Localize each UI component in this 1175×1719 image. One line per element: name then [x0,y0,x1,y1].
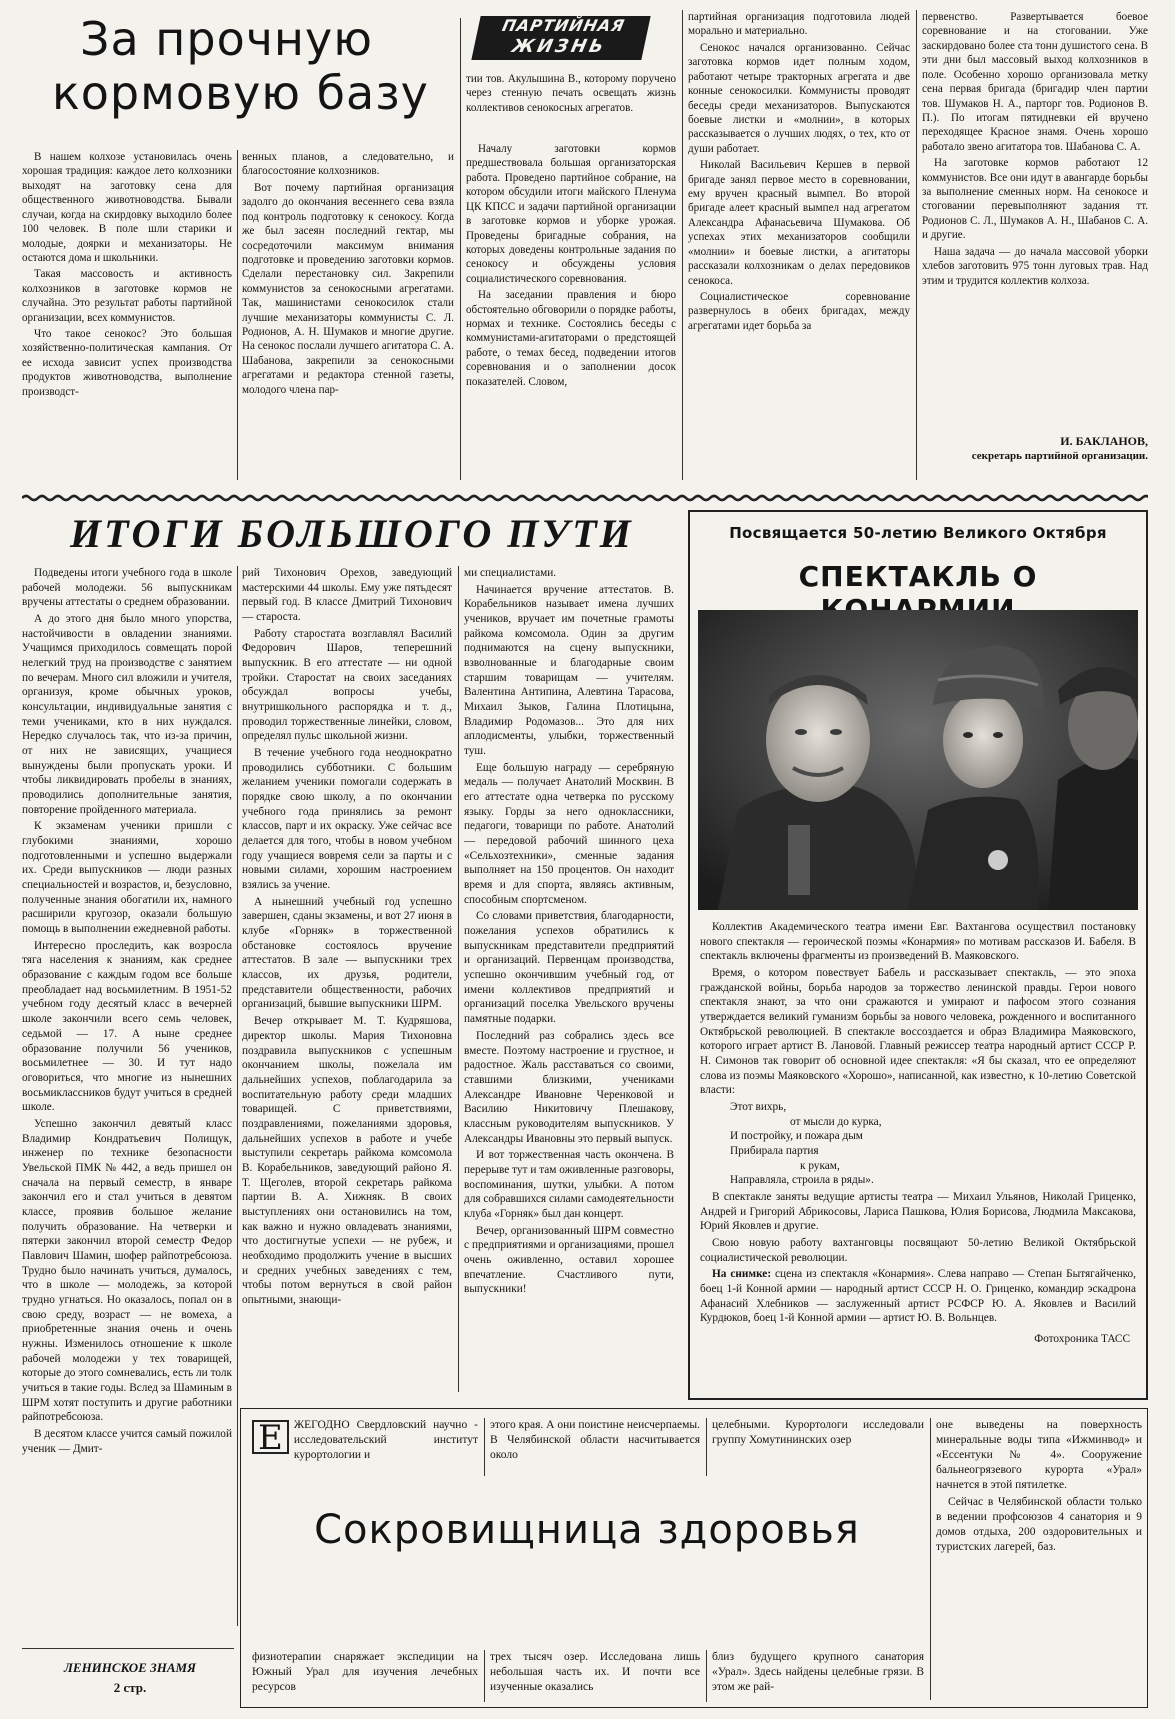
paragraph: Сенокос начался организованно. Сейчас заготовка кормов идет полным ходом, работают четыре тракторных агрегата и две конные сенокосилки. Коммунисты проводят беседы среди механизаторов. Выпускаются боевые листки и «молнии», в которых рассказывается о лучших людях, о тех, кто от души работает. [688,41,910,155]
article4-col1-bottom [252,1650,478,1704]
article2-title: ИТОГИ БОЛЬШОГО ПУТИ [70,511,634,556]
column-divider [237,150,238,480]
paragraph: Успешно закончил девятый класс Владимир Кондратьевич Полищук, инженер по технике безопасности Увельской ПМК № 442, а ведь пришел он сначала на первый семестр, в январе закончил его и стал учиться в девятом классе, проявив большое желание получить образование. На четверки и пятерки закончил второй семестр Федор Павлович Шамин, шофер райпотребсоюза. Трудно было начинать учиться, думалось, что в школе — молодежь, за которой трудно угнаться. Но оказалось, попал он в свою среду, возраст — не вомеха, а приобретенные знания очень и очень нужны. Изменилось отношение к школе рабочей молодежи у тех товарищей, которые до этого сомневались, есть ли толк учиться в такие годы. Вслед за Шаминым в ШРМ хотят поступить и другие работники райпотребсоюза. [22,1117,232,1424]
paragraph: Свою новую работу вахтанговцы посвящают 50-летию Великой Октябрьской социалистической революции. [700,1237,1136,1264]
article3-title: СПЕКТАКЛЬ О [798,560,1038,593]
article4-col3-top [712,1418,924,1478]
article4-col1-top [252,1418,478,1478]
paragraph: А нынешний учебный год успешно завершен, сданы экзамены, и вот 27 июня в клубе «Горняк» в торжественной обстановке состоялось вручение аттестатов. В зале — выпускники трех классов, их друзья, родители, представители общественности, рабочих организаций, бывшие выпускники ШРМ. [242,895,452,1011]
paragraph: На заседании правления и бюро обстоятельно обговорили о порядке работы, нормах и технике. Состоялись беседы с коммунистами-агитаторами о предстоящей работе, о темах бесед, подведении итогов соревнования и о заполнении досок показателей. Словом, [466,289,676,388]
article3-text [700,920,1136,1390]
paragraph: К экзаменам ученики пришли с глубокими знаниями, хорошо подготовленными и успешно выдержали их. Среди выпускников — люди разных специальностей и возрастов, и, безусловно, полученные знания обогатили их, намного расширили кругозор, оказали большую помощь в выполнении ежедневной работы. [22,820,232,936]
newspaper-name: ЛЕНИНСКОЕ ЗНАМЯ [63,1660,197,1675]
article4-col3-bottom [712,1650,924,1704]
paragraph: В спектакле заняты ведущие артисты театра — Михаил Ульянов, Николай Гриценко, Андрей и Григорий Абрикосовы, Лариса Пашкова, Юлия Борисова, Людмила Максакова, Юрий Яковлев и другие. [700,1191,1136,1233]
article1-signature-block [922,434,1148,463]
paragraph: целебными. Курортологи исследовали группу Хомутининских озер [712,1419,924,1446]
poem-line: Этот вихрь, [730,1101,787,1114]
article1-title-line1: За прочную [80,12,373,66]
column-divider [460,18,461,480]
author-name: И. БАКЛАНОВ, [1060,434,1148,448]
column-divider [484,1650,485,1702]
photo-caption [700,1267,1136,1326]
paragraph: Наша задача — до начала массовой уборки хлебов заготовить 975 тонн луговых трав. Над этим и трудится коллектив колхоза. [922,245,1148,287]
article1-col1 [22,150,232,486]
photo-illustration [698,610,1138,910]
logo-line2: ЖИЗНЬ [510,36,609,57]
article2-col1 [22,566,232,1636]
footer-rule [22,1648,234,1649]
paragraph: Работу старостата возглавлял Василий Федорович Шаров, теперешний выпускник. В его аттестате — ни одной тройки. Старостат на своих заседаниях обсуждал вопросы учебы, внутришкольного распорядка и т. д., проводил торжественные линейки, словом, определял пульс школьной жизни. [242,627,452,743]
poem-line: к рукам, [800,1159,840,1172]
article3-kicker: Посвящается 50-летию Великого Октября [729,524,1107,542]
article2-col2 [242,566,452,1398]
paragraph: Время, о котором повествует Бабель и рассказывает спектакль, — это эпоха гражданской войны, борьба народов за торжество ленинской правды. Герои нового спектакля знают, за что они сражаются и умирают и пафосом этого сознания утверждается великий гуманизм борьбы за нового человека, рожденного и воспитанного Октябрьской революцией. В спектакле воссоздается и образ Владимира Маяковского, которого играет артист В. Ланово́й. Главный режиссер театра народный артист СССР Р. Н. Симонов так говорит об основной идее спектакля: «Я бы сказал, что ее определяют слова из поэмы Маяковского «Хорошо», написанной, как известно, к 10-летию Советской власти: [700,967,1136,1097]
article4-col2-top [490,1418,700,1478]
paragraph: Подведены итоги учебного года в школе рабочей молодежи. 56 выпускникам вручены аттестаты о среднем образовании. [22,567,232,609]
article4-col2-bottom [490,1650,700,1704]
paragraph: Началу заготовки кормов предшествовала большая организаторская работа. Проведено партийное собрание, на котором обсудили итоги майского Пленума ЦК КПСС и задачи партийной организации в заготовке кормов и уборке урожая. Проведены бригадные собрания, на которых доведены контрольные задания по сенокосу и обсуждены условия социалистического соревнования. [466,143,676,285]
column-divider [682,10,683,480]
paragraph: оне выведены на поверхность минеральные воды типа «Ижминвод» и «Ессентуки № 4». Сооружение бальнеогрязевого курорта «Урал» начнется в этой пятилетке. [936,1419,1142,1491]
paragraph: близ будущего крупного санатория «Урал». Здесь найдены целебные грязи. В этом же рай- [712,1651,924,1693]
article1-col3 [466,142,676,486]
paragraph: партийная организация подготовила людей морально и материально. [688,11,910,38]
poem-line: от мысли до курка, [790,1115,882,1128]
paragraph: Вечер открывает М. Т. Кудряшова, директор школы. Мария Тихоновна поздравила выпускников с успешным окончанием школы, пожелала им дальнейших успехов, поблагодарила за воспитательную работу среди младших товарищей. С приветствиями, поздравлениями, пожеланиями здоровья, дальнейших успехов в работе и учебе выступили секретарь райкома комсомола В. Корабельников, заведующий районо Я. Т. Щеголев, второй секретарь райкома партии В. А. Хижняк. В своих выступлениях они остановились на том, как важно и нужно овладевать знаниями, что достигнутые успехи — не рубеж, и необходимо продолжить учение в высших и средних учебных заведениях с тем, чтобы потом вернуться в свой район опытными, знающи- [242,1015,452,1306]
paragraph: ЖЕГОДНО Свердловский научно - исследовательский институт курортологии и [293,1419,478,1461]
paragraph: Социалистическое соревнование развернулось в обеих бригадах, между агрегатами идет борьба за [688,291,910,332]
paragraph: Сейчас в Челябинской области только в ведении профсоюзов 4 санатория и 9 домов отдыха, 200 оздоровительных и туристских лагерей, баз. [936,1495,1142,1553]
paragraph: Вот почему партийная организация задолго до окончания весеннего сева взяла под контроль подготовку к сенокосу. Когда же был засеян последний гектар, мы сосредоточили максимум внимания подготовке и проведению заготовки кормов. Сделали перестановку сил. Закрепили коммунистов за сенокосными агрегатами. Так, машинистами сенокосилок стали лучшие механизаторы коммунисты С. Л. Родионов, А. Н. Шумаков и многие другие. На сенокос послали лучшего агитатора С. А. Шабанова, закрепили за сенокосными агрегатами и редактора стенной газеты, молодого члена пар- [242,181,454,396]
paragraph: В нашем колхозе установилась очень хорошая традиция: каждое лето колхозники выходят на заготовку сена для общественного животноводства. Бывали случаи, когда на скирдовку выходило более 100 человек. В поле шли старики и молодые, доярки и механизаторы. Не остаются дома и школьники. [22,151,232,264]
section-divider [22,494,1148,502]
paragraph: На заготовке кормов работают 12 коммунистов. Все они идут в авангарде борьбы за выполнение сменных норм. На сенокосе и стоговании перевыполняют задания тт. Родионов С. Л., Шумаков А. Н., Шабанов С. А. и другие. [922,157,1148,242]
paragraph: Еще большую награду — серебряную медаль — получает Анатолий Москвин. В его аттестате одна четверка по русскому языку. Горды за него одноклассники, педагоги, товарищи по работе. Анатолий — передовой рабочий шинного цеха «Сельхозтехники», сменные задания выполняет на 150 процентов. Он находит время и для спорта, являясь активным, способным спортсменом. [464,761,674,906]
paragraph: Начинается вручение аттестатов. В. Корабельников называет имена лучших учеников, вручает им почетные грамоты райкома комсомола. Один за другим поднимаются на сцену выпускники, взволнованные и благодарные своим старшим товарищам — учителям. Валентина Антипина, Алевтина Тарасова, Михаил Зыков, Галина Плотицына, Владимир Родомазов... Это для них аплодисменты, улыбки, торжественный туш. [464,583,674,758]
article1-col2 [242,150,454,486]
poem [700,1100,1136,1188]
paragraph: венных планов, а следовательно, и благосостояние колхозников. [242,151,454,178]
poem-line: Направляла, строила в ряды». [730,1174,874,1187]
column-divider [916,10,917,480]
author-role: секретарь партийной организации. [971,450,1148,462]
poem-line: И постройку, и пожара дым [730,1130,863,1143]
column-divider [706,1418,707,1476]
paragraph: ми специалистами. [464,567,557,579]
paragraph: Такая массовость и активность колхозников в заготовке кормов не случайна. Это результат работы партийной организации, всех коммунистов. [22,268,232,324]
page-number: 2 стр. [113,1680,147,1695]
article4-title: Сокровищница здоровья [314,1507,860,1553]
article1-col3-top [466,72,676,142]
column-divider [237,566,238,1626]
paragraph: Николай Васильевич Кершев в первой бригаде занял первое место в соревновании, ему вручен красный вымпел. Во второй бригаде алеет красный вымпел над агрегатом Александра Афанасьевича Шумакова. Об успехах этих механизаторов сообщили «молнии» и боевые листки, а агитаторы рассказали колхозникам о делах передовиков сенокоса. [688,159,910,287]
column-divider [484,1418,485,1476]
paragraph: физиотерапии снаряжает экспедиции на Южный Урал для изучения лечебных ресурсов [252,1651,478,1693]
article2-col3 [464,566,674,1398]
paragraph: Последний раз собрались здесь все вместе. Поэтому настроение и грустное, и радостное. Жаль расставаться со своими, ставшими близкими, учениками Александре Ивановне Черенковой и Василию Никитовичу Плешакову, классным руководителям выпускников. У Александры Ивановны это первый выпуск. [464,1029,674,1145]
column-divider [706,1650,707,1702]
logo-line1: ПАРТИЙНАЯ [500,16,627,35]
paragraph: И вот торжественная часть окончена. В перерыве тут и там оживленные разговоры, воспоминания, шутки, улыбки. А потом для собравшихся силами самодеятельности клуба «Горняк» был дан концерт. [464,1149,674,1220]
article1-title [52,14,452,118]
article1-col5 [922,10,1148,430]
article4-col4 [936,1418,1142,1702]
paragraph: Что такое сенокос? Это большая хозяйственно-политическая кампания. От ее исхода зависит успех производства продуктов животноводства, выполнение производст- [22,328,232,398]
paragraph: первенство. Развертывается боевое соревнование и на стоговании. Уже заскирдовано более ста тонн душистого сена. В эти дни был массовый выход колхозников в поле. Особенно хорошо организовала метку сена первая бригада (бригадир член партии тов. Шумаков Н. А., парторг тов. Родионов В. П.). По итогам пятидневки ей вручено переходящее Красное знамя. Очень хорошо работало звено агитатора тов. Шабанова С. А. [922,11,1148,153]
column-divider [458,566,459,1392]
theatre-scene-photo [698,610,1138,910]
column-divider [930,1418,931,1700]
paragraph: этого края. А они поистине неисчерпаемы. В Челябинской области насчитывается около [490,1419,700,1461]
article1-title-line2: кормовую базу [52,66,429,120]
paragraph: В течение учебного года неоднократно проводились субботники. С большим желанием ученики помогали содержать в порядке свою школу, а по окончании учебного года принялись за ремонт классов, парт и их окраску. Уже сейчас все делается для того, чтобы в новом учебном году учащиеся вовремя сели за парты и с новыми силами, хорошим настроением взялись за учение. [242,747,452,892]
paragraph: тии тов. Акулышина В., которому поручено через стенную печать освещать жизнь коллективов сенокосных агрегатов. [466,73,676,114]
partiynaya-zhizn-logo [471,16,650,60]
caption-label: На снимке: [712,1268,772,1281]
caption-text: сцена из спектакля «Конармия». Слева направо — Степан Бытягайченко, боец 1-й Конной армии — народный артист СССР Н. О. Гриценко, командир эскадрона Афанасий Хлебников — заслуженный артист РСФСР Ю. А. Яковлев и Василий Курдюков, боец 1-й Конной армии — артист Ю. В. Вольнцев. [700,1268,1136,1325]
photo-credit: Фотохроника ТАСС [1034,1333,1130,1346]
paragraph: Вечер, организованный ШРМ совместно с предприятиями и организациями, прошел очень оживленно, оставил хорошее впечатление. Счастливого пути, выпускники! [464,1224,674,1296]
paragraph: трех тысяч озер. Исследована лишь небольшая часть их. И почти все изученные оказались [490,1651,700,1693]
paragraph: Интересно проследить, как возросла тяга населения к знаниям, как среднее образование с каждым годом все больше преобладает над восьмилетним. В 1951-52 учебном году десятый класс в вечерней школе закончили всего семь человек, седьмой — 17. А ныне среднее образование получили 56 учеников, восьмилетнее — 30. И тут надо оговориться, что многие из нынешних восьмиклассников будут учиться в средней школе. [22,939,232,1114]
dropcap-letter: Е [252,1420,289,1454]
article1-col4 [688,10,910,486]
paragraph: А до этого дня было много упорства, настойчивости в овладении знаниями. Учащимся приходилось совмещать порой нелегкий труд на производстве с занятием по вечерам. Много сил вложили и учителя, организуя, кроме обычных уроков, консультации, индивидуальные занятия с теми учениками, кто в них нуждался. Нередко случалось так, что из-за причин, от них не зависящих, учащиеся вынуждены были пропускать уроки. И чтобы ликвидировать пробелы в знаниях, проводились дополнительные занятия, повторение пройденного материала. [22,613,232,816]
paragraph: Коллектив Академического театра имени Евг. Вахтангова осуществил постановку нового спектакля — героической поэмы «Конармия» по мотивам рассказов И. Бабеля. В спектакль включены фрагменты из произведений В. Маяковского. [700,921,1136,963]
poem-line: Прибирала партия [730,1145,819,1158]
paragraph: Со словами приветствия, благодарности, пожелания успехов обратились к выпускникам представители предприятий и организаций. Первенцам производства, успешно окончившим учебный год, от имени коллективов предприятий и организаций поселка Увельского вручены памятные подарки. [464,910,674,1026]
paragraph: В десятом классе учится самый пожилой ученик — Дмит- [22,1427,232,1455]
paragraph: рий Тихонович Орехов, заведующий мастерскими 44 школы. Ему уже пятьдесят первый год. В классе Дмитрий Тихонович — староста. [242,567,452,624]
